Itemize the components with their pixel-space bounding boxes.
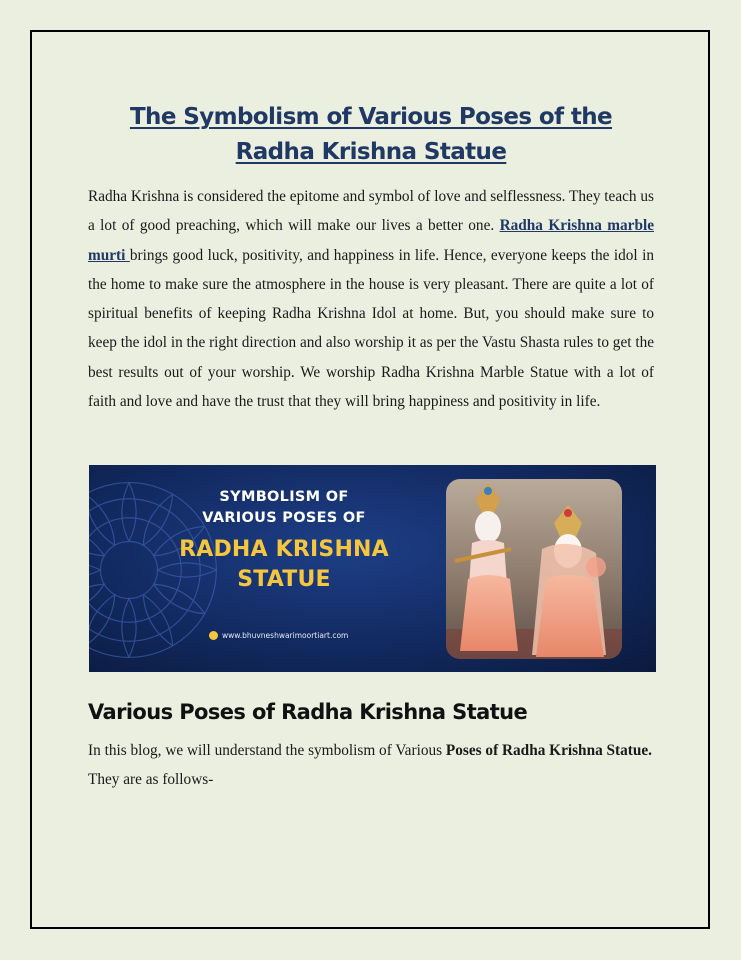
section-text-bold: Poses of Radha Krishna Statue. bbox=[445, 742, 653, 759]
section-paragraph bbox=[88, 736, 654, 795]
banner-title bbox=[139, 535, 429, 595]
intro-paragraph bbox=[88, 182, 654, 416]
banner-website bbox=[209, 631, 348, 640]
section-heading: Various Poses of Radha Krishna Statue bbox=[88, 700, 528, 724]
banner-line-3: RADHA KRISHNA bbox=[179, 537, 389, 562]
intro-text-part2: brings good luck, positivity, and happiness in life. Hence, everyone keeps the idol in the home to make sure the atmosphere in the house is very pleasant. There are quite a lot of spiritual benefits of keeping Radha Krishna Idol at home. But, you should make sure to keep the idol in the right direction and also worship it as per the Vastu Shasta rules to get the best results out of your worship. We worship Radha Krishna Marble Statue with a lot of faith and love and have the trust that they will bring happiness and positivity in life. bbox=[88, 246, 655, 411]
banner-line-2: VARIOUS POSES OF bbox=[202, 510, 366, 526]
banner-line-4: STATUE bbox=[237, 567, 331, 592]
radha-krishna-marble-murti-link[interactable]: Radha Krishna marble murti bbox=[88, 217, 654, 264]
section-text-after: They are as follows- bbox=[88, 771, 214, 789]
banner-website-text: www.bhuvneshwarimoortiart.com bbox=[222, 631, 349, 640]
section-text-before: In this blog, we will understand the symbolism of Various bbox=[88, 742, 446, 759]
banner-image bbox=[89, 465, 656, 672]
radha-krishna-statue-photo bbox=[446, 479, 622, 659]
banner-subtitle bbox=[169, 487, 399, 529]
document-title: The Symbolism of Various Poses of the Radha Krishna Statue bbox=[129, 104, 613, 165]
globe-icon bbox=[209, 631, 218, 640]
banner-line-1: SYMBOLISM OF bbox=[219, 489, 349, 505]
intro-text-part1: Radha Krishna is considered the epitome and symbol of love and selflessness. They teach us a lot of good preaching, which will make our lives a better one. bbox=[88, 188, 654, 235]
